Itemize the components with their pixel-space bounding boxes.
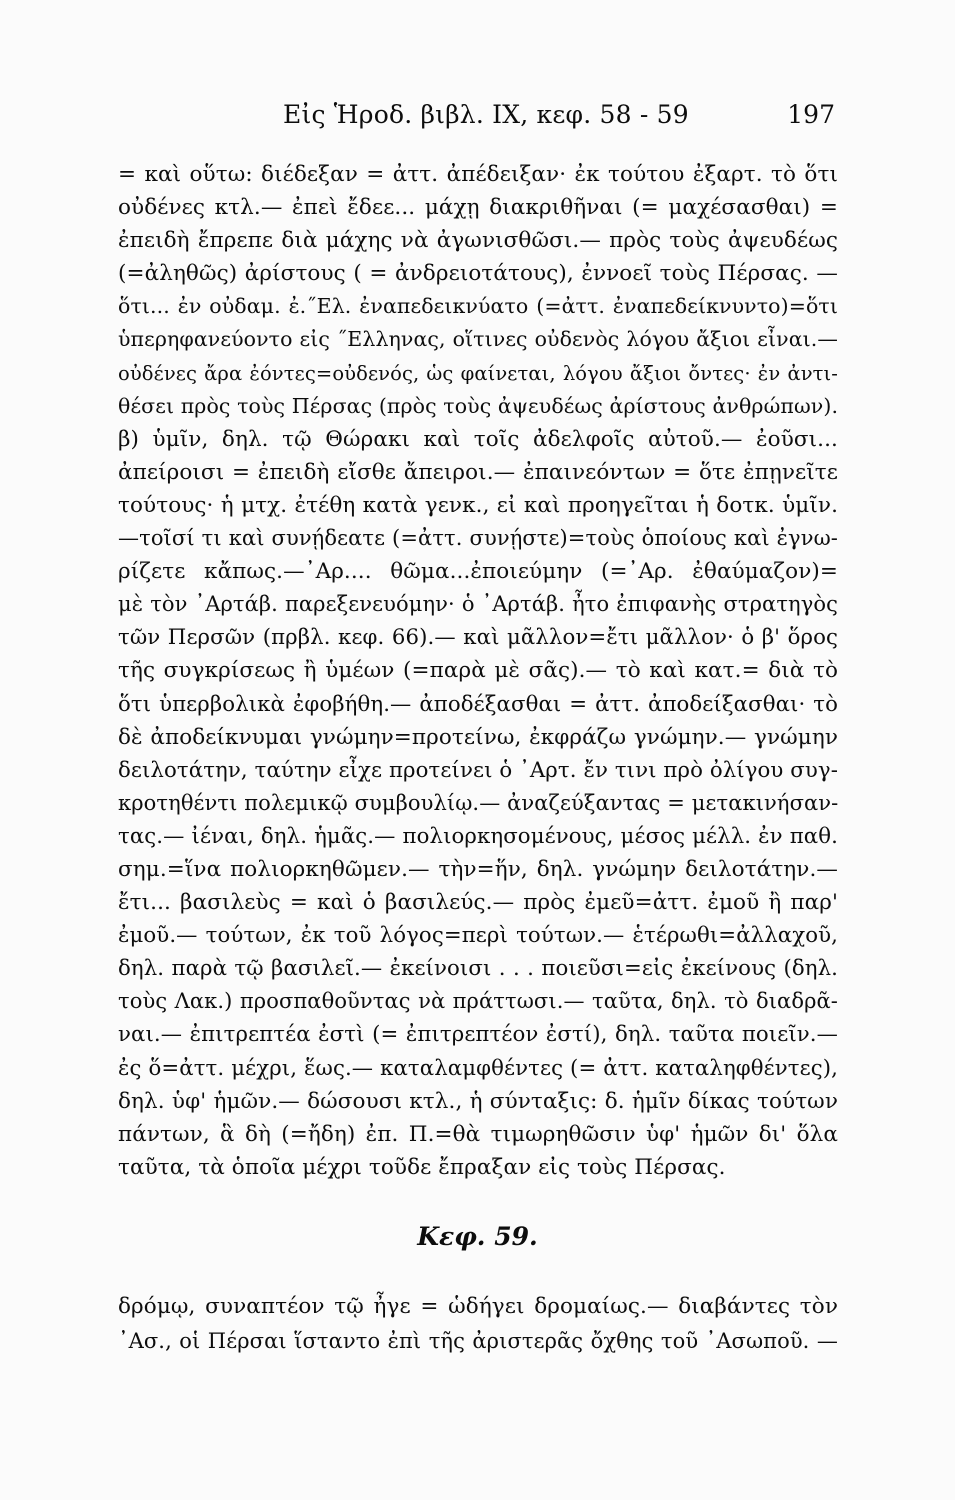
text-line: κροτηθέντι πολεμικῷ συμβουλίῳ.— ἀναζεύξαντας = μετακινήσαν- bbox=[118, 790, 839, 815]
text-line: δηλ. ὑφ' ἡμῶν.— δώσουσι κτλ., ἡ σύνταξις: δ. ἡμῖν δίκας τούτων bbox=[118, 1088, 838, 1114]
text-line: ἐμοῦ.— τούτων, ἐκ τοῦ λόγος=περὶ τούτων.— ἑτέρωθι=ἀλλαχοῦ, bbox=[118, 923, 838, 949]
text-line: τῆς συγκρίσεως ἢ ὑμέων (=παρὰ μὲ σᾶς).— τὸ καὶ κατ.= διὰ τὸ bbox=[118, 658, 838, 684]
text-line: δηλ. παρὰ τῷ βασιλεῖ.— ἐκείνοισι . . . ποιεῦσι=εἰς ἐκείνους (δηλ. bbox=[118, 956, 838, 982]
chapter-heading: Κεφ. 59. bbox=[417, 1222, 538, 1251]
text-line: ὅτι ὑπερβολικὰ ἐφοβήθη.— ἀποδέξασθαι = ἀττ. ἀποδείξασθαι· τὸ bbox=[118, 691, 838, 717]
running-head bbox=[108, 100, 835, 140]
text-line: θέσει πρὸς τοὺς Πέρσας (πρὸς τοὺς ἀψευδέως ἀρίστους ἀνθρώπων). bbox=[118, 393, 839, 418]
text-line: —τοῖσί τι καὶ συνῄδεατε (=ἀττ. συνῄστε)=τοὺς ὁποίους καὶ ἐγνω- bbox=[118, 526, 838, 551]
commentary-text bbox=[118, 158, 838, 1184]
text-line: δειλοτάτην, ταύτην εἶχε προτείνει ὁ ᾽Αρτ. ἔν τινι πρὸ ὀλίγου συγ- bbox=[118, 757, 838, 783]
text-line: ρίζετε κἄπως.—᾽Αρ.... θῶμα...ἐποιεύμην (=᾽Αρ. ἐθαύμαζον)= bbox=[118, 559, 838, 585]
text-line: ἐπειδὴ ἔπρεπε διὰ μάχης νὰ ἀγωνισθῶσι.— πρὸς τοὺς ἀψευδέως bbox=[118, 228, 838, 254]
text-line: ἔτι... βασιλεὺς = καὶ ὁ βασιλεύς.— πρὸς ἐμεῦ=ἀττ. ἐμοῦ ἢ παρ' bbox=[118, 890, 838, 916]
text-line: τούτους· ἡ μτχ. ἐτέθη κατὰ γενκ., εἰ καὶ προηγεῖται ἡ δοτκ. ὑμῖν. bbox=[118, 492, 838, 518]
text-line: σημ.=ἵνα πολιορκηθῶμεν.— τὴν=ἥν, δηλ. γνώμην δειλοτάτην.— bbox=[118, 856, 838, 882]
text-line: δρόμῳ, συναπτέον τῷ ἦγε = ὡδήγει δρομαίως.— διαβάντες τὸν bbox=[118, 1294, 838, 1319]
text-line: τας.— ἰέναι, δηλ. ἡμᾶς.— πολιορκησομένους, μέσος μέλλ. ἐν παθ. bbox=[118, 823, 838, 849]
text-line: ναι.— ἐπιτρεπτέα ἐστὶ (= ἐπιτρεπτέον ἐστί), δηλ. ταῦτα ποιεῖν.— bbox=[118, 1022, 838, 1048]
text-line: β) ὑμῖν, δηλ. τῷ Θώρακι καὶ τοῖς ἀδελφοῖς αὐτοῦ.— ἐοῦσι... bbox=[118, 426, 838, 452]
text-line: ὑπερηφανεύοντο εἰς ˝Ελληνας, οἵτινες οὐδενὸς λόγου ἄξιοι εἶναι.— bbox=[118, 327, 838, 352]
text-line: τῶν Περσῶν (πρβλ. κεφ. 66).— καὶ μᾶλλον=ἔτι μᾶλλον· ὁ β' ὅρος bbox=[118, 625, 838, 651]
text-line: μὲ τὸν ᾽Αρτάβ. παρεξενευόμην· ὁ ᾽Αρτάβ. ἦτο ἐπιφανὴς στρατηγὸς bbox=[118, 592, 838, 617]
text-line: ὅτι... ἐν οὐδαμ. ἐ.˝Ελ. ἐναπεδεικνύατο (=ἀττ. ἐναπεδείκνυντο)=ὅτι bbox=[118, 294, 838, 319]
text-line: οὐδένες ἄρα ἐόντες=οὐδενός, ὡς φαίνεται, λόγου ἄξιοι ὄντες· ἐν ἀντι- bbox=[118, 361, 838, 385]
text-line: ᾽Ασ., οἱ Πέρσαι ἵσταντο ἐπὶ τῆς ἀριστερᾶς ὄχθης τοῦ ᾽Ασωποῦ. — bbox=[118, 1329, 838, 1353]
text-line: ταῦτα, τὰ ὁποῖα μέχρι τοῦδε ἔπραξαν εἰς τοὺς Πέρσας. bbox=[118, 1154, 726, 1180]
chapter-text bbox=[118, 1290, 838, 1358]
text-line: τοὺς Λακ.) προσπαθοῦντας νὰ πράττωσι.— ταῦτα, δηλ. τὸ διαδρᾶ- bbox=[118, 989, 838, 1014]
text-line: = καὶ οὕτω: διέδεξαν = ἀττ. ἀπέδειξαν· ἐκ τούτου ἐξαρτ. τὸ ὅτι bbox=[118, 162, 838, 187]
text-line: οὐδένες κτλ.— ἐπεὶ ἔδεε... μάχῃ διακριθῆναι (= μαχέσασθαι) = bbox=[118, 195, 838, 221]
text-line: πάντων, ἃ δὴ (=ἤδη) ἐπ. Π.=θὰ τιμωρηθῶσιν ὑφ' ἡμῶν δι' ὅλα bbox=[118, 1121, 838, 1147]
text-line: ἐς ὅ=ἀττ. μέχρι, ἕως.— καταλαμφθέντες (= ἀττ. καταληφθέντες), bbox=[118, 1055, 838, 1081]
text-line: δὲ ἀποδείκνυμαι γνώμην=προτείνω, ἐκφράζω γνώμην.— γνώμην bbox=[118, 724, 838, 750]
text-line: (=ἀληθῶς) ἀρίστους ( = ἀνδρειοτάτους), ἐννοεῖ τοὺς Πέρσας. — bbox=[118, 261, 838, 287]
page-number: 197 bbox=[787, 100, 835, 129]
text-line: ἀπείροισι = ἐπειδὴ εἴσθε ἄπειροι.— ἐπαινεόντων = ὅτε ἐπῃνεῖτε bbox=[118, 459, 838, 485]
running-title: Εἰς Ἡροδ. βιβλ. IX, κεφ. 58 - 59 bbox=[283, 100, 689, 129]
